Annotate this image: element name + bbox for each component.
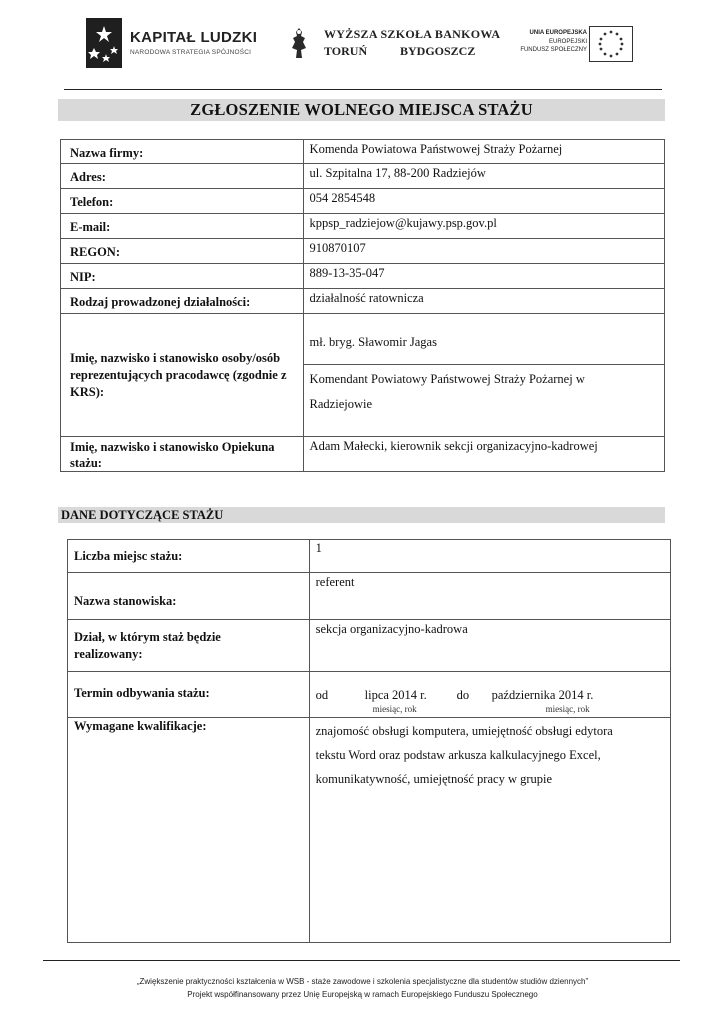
table-row bbox=[68, 540, 671, 573]
term-from-value: lipca 2014 r. bbox=[364, 688, 427, 702]
footer-divider bbox=[43, 960, 680, 961]
qualifications-line-2: tekstu Word oraz podstaw arkusza kalkulacyjnego Excel, bbox=[315, 748, 601, 762]
representative-label: Imię, nazwisko i stanowisko osoby/osób reprezentujących pracodawcę (zgodnie z KRS): bbox=[61, 314, 304, 437]
table-row bbox=[61, 314, 665, 365]
term-from-hint: miesiąc, rok bbox=[372, 704, 417, 714]
wsb-logo bbox=[288, 22, 501, 68]
phone-value: 054 2854548 bbox=[303, 189, 664, 214]
employer-table bbox=[60, 139, 665, 472]
department-label: Dział, w którym staż będzie realizowany: bbox=[68, 620, 310, 672]
representative-position bbox=[303, 365, 664, 437]
eu-logo bbox=[515, 26, 637, 62]
activity-label: Rodzaj prowadzonej działalności: bbox=[61, 289, 304, 314]
representative-position-line-2: Radziejowie bbox=[309, 397, 373, 411]
table-row bbox=[68, 672, 671, 718]
table-row bbox=[68, 620, 671, 672]
address-label: Adres: bbox=[61, 164, 304, 189]
department-value: sekcja organizacyjno-kadrowa bbox=[309, 620, 670, 672]
eu-title: UNIA EUROPEJSKA bbox=[529, 30, 587, 36]
places-label: Liczba miejsc stażu: bbox=[68, 540, 310, 573]
representative-name: mł. bryg. Sławomir Jagas bbox=[303, 314, 664, 365]
term-value bbox=[309, 672, 670, 718]
wsb-city-torun: TORUŃ bbox=[324, 44, 368, 58]
phone-label: Telefon: bbox=[61, 189, 304, 214]
kapital-ludzki-emblem-icon bbox=[86, 18, 122, 68]
company-label: Nazwa firmy: bbox=[61, 140, 304, 164]
wsb-name: WYŻSZA SZKOŁA BANKOWA bbox=[324, 27, 501, 41]
term-label: Termin odbywania stażu: bbox=[68, 672, 310, 718]
kapital-ludzki-subtitle: NARODOWA STRATEGIA SPÓJNOŚCI bbox=[130, 49, 252, 56]
table-row bbox=[61, 289, 665, 314]
qualifications-line-3: komunikatywność, umiejętność pracy w grupie bbox=[315, 772, 553, 786]
email-label: E-mail: bbox=[61, 214, 304, 239]
table-row bbox=[61, 437, 665, 472]
document-title: ZGŁOSZENIE WOLNEGO MIEJSCA STAŻU bbox=[58, 99, 665, 121]
section-title: DANE DOTYCZĄCE STAŻU bbox=[58, 507, 665, 523]
wsb-crest-icon bbox=[288, 26, 310, 60]
eu-subtitle-1: EUROPEJSKI bbox=[548, 39, 587, 45]
wsb-city-bydgoszcz: BYDGOSZCZ bbox=[400, 44, 476, 58]
table-row bbox=[68, 573, 671, 620]
footer-project-title: „Zwiększenie praktyczności kształcenia w WSB - staże zawodowe i szkolenia specjalistyczne dla studentów studiów dziennych” bbox=[136, 977, 589, 986]
term-to-hint: miesiąc, rok bbox=[545, 704, 590, 714]
qualifications-line-1: znajomość obsługi komputera, umiejętność obsługi edytora bbox=[315, 724, 613, 738]
email-value: kppsp_radziejow@kujawy.psp.gov.pl bbox=[303, 214, 664, 239]
internship-table bbox=[67, 539, 671, 943]
regon-label: REGON: bbox=[61, 239, 304, 264]
representative-position-line-1: Komendant Powiatowy Państwowej Straży Pożarnej w bbox=[309, 372, 585, 386]
regon-value: 910870107 bbox=[303, 239, 664, 264]
term-from-word: od bbox=[315, 688, 329, 702]
qualifications-value bbox=[309, 718, 670, 943]
term-to-word: do bbox=[456, 688, 470, 702]
kapital-ludzki-title: KAPITAŁ LUDZKI bbox=[130, 29, 258, 46]
table-row bbox=[61, 264, 665, 289]
address-value: ul. Szpitalna 17, 88-200 Radziejów bbox=[303, 164, 664, 189]
kapital-ludzki-logo bbox=[86, 18, 258, 68]
table-row bbox=[61, 239, 665, 264]
table-row bbox=[61, 214, 665, 239]
table-row bbox=[61, 140, 665, 164]
mentor-label: Imię, nazwisko i stanowisko Opiekuna stażu: bbox=[61, 437, 304, 472]
activity-value: działalność ratownicza bbox=[303, 289, 664, 314]
company-value: Komenda Powiatowa Państwowej Straży Pożarnej bbox=[303, 140, 664, 164]
header-divider bbox=[64, 89, 662, 90]
mentor-value: Adam Małecki, kierownik sekcji organizacyjno-kadrowej bbox=[303, 437, 664, 472]
footer-funding-note: Projekt współfinansowany przez Unię Europejską w ramach Europejskiego Funduszu Społecznego bbox=[187, 990, 538, 999]
table-row bbox=[61, 189, 665, 214]
eu-subtitle-2: FUNDUSZ SPOŁECZNY bbox=[520, 47, 587, 53]
table-row bbox=[61, 164, 665, 189]
nip-value: 889-13-35-047 bbox=[303, 264, 664, 289]
table-row bbox=[68, 718, 671, 943]
position-value: referent bbox=[309, 573, 670, 620]
term-to-value: października 2014 r. bbox=[491, 688, 594, 702]
position-label: Nazwa stanowiska: bbox=[68, 573, 310, 620]
qualifications-label: Wymagane kwalifikacje: bbox=[68, 718, 310, 943]
places-value: 1 bbox=[309, 540, 670, 573]
eu-flag-icon bbox=[589, 26, 633, 62]
nip-label: NIP: bbox=[61, 264, 304, 289]
